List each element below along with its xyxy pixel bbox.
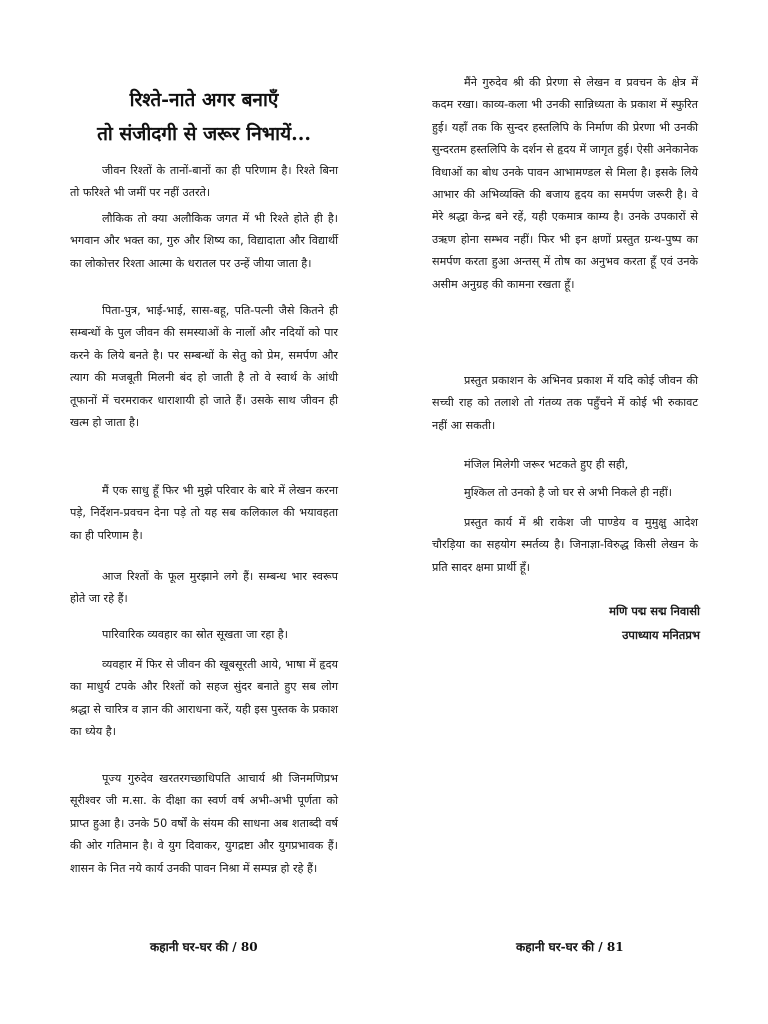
- left-paragraph-1: जीवन रिश्तों के तानों-बानों का ही परिणाम है। रिश्ते बिना तो फरिश्ते भी जमीं पर नहीं उतरते।: [70, 164, 338, 200]
- chapter-title-line-1: रिश्ते-नाते अगर बनाएँ: [129, 89, 279, 111]
- left-paragraph-7: व्यवहार में फिर से जीवन की खूबसूरती आये, भाषा में हृदय का माधुर्य टपके और रिश्तों को सहज सुंदर बनाते हुए सब लोग श्रद्धा से चारित्र व ज्ञान की आराधना करें, यही इस पुस्तक के प्रकाश का ध्येय है।: [70, 658, 338, 739]
- left-page-footer: कहानी घर-घर की / 80: [150, 940, 258, 954]
- signature-line-2: उपाध्याय मनितप्रभ: [622, 628, 700, 642]
- left-paragraph-8: पूज्य गुरुदेव खरतरगच्छाधिपति आचार्य श्री जिनमणिप्रभ सूरीश्वर जी म.सा. के दीक्षा का स्वर्ण वर्ष अभी-अभी पूर्णता को प्राप्त हुआ है। उनके 50 वर्षों के संयम की साधना अब शताब्दी वर्ष की ओर गतिमान है। वे युग दिवाकर, युगद्रष्टा और युगप्रभावक हैं। शासन के नित नये कार्य उनकी पावन निश्रा में सम्पन्न हो रहे हैं।: [70, 772, 338, 875]
- verse-line-2: मुश्किल तो उनको है जो घर से अभी निकले ही नहीं।: [464, 486, 672, 499]
- signature-line-1: मणि पद्म सद्म निवासी: [609, 604, 700, 618]
- right-page-footer: कहानी घर-घर की / 81: [516, 940, 624, 954]
- right-paragraph-2: प्रस्तुत प्रकाशन के अभिनव प्रकाश में यदि कोई जीवन की सच्ची राह को तलाशे तो गंतव्य तक पहुँचने में कोई भी रुकावट नहीं आ सकती।: [432, 374, 698, 432]
- verse-line-1: मंजिल मिलेगी जरूर भटकते हुए ही सही,: [464, 458, 629, 471]
- right-paragraph-1: मैंने गुरुदेव श्री की प्रेरणा से लेखन व प्रवचन के क्षेत्र में कदम रखा। काव्य-कला भी उनकी सान्निध्यता के प्रकाश में स्फुरित हुई। यहाँ तक कि सुन्दर हस्तलिपि के निर्माण की प्रेरणा भी उनकी सुन्दरतम हस्तलिपि के दर्शन से हृदय में जागृत हुई। ऐसी अनेकानेक विधाओं का बोध उनके पावन आभामण्डल से मिला है। इसके लिये आभार की अभिव्यक्ति की बजाय हृदय का समर्पण जरूरी है। वे मेरे श्रद्धा केन्द्र बने रहें, यही एकमात्र काम्य है। उनके उपकारों से उऋण होना सम्भव नहीं। फिर भी इन क्षणों प्रस्तुत ग्रन्थ-पुष्प का समर्पण करता हुआ अन्तस् में तोष का अनुभव करता हूँ एवं उनके असीम अनुग्रह की कामना रखता हूँ।: [432, 76, 698, 291]
- left-paragraph-6: पारिवारिक व्यवहार का स्रोत सूखता जा रहा है।: [102, 628, 288, 641]
- left-paragraph-2: लौकिक तो क्या अलौकिक जगत में भी रिश्ते होते ही है। भगवान और भक्त का, गुरु और शिष्य का, विद्यादाता और विद्यार्थी का लोकोत्तर रिश्ता आत्मा के धरातल पर उन्हें जीया जाता है।: [70, 212, 338, 270]
- chapter-title-line-2: तो संजीदगी से जरूर निभायें...: [97, 123, 311, 145]
- left-paragraph-3: पिता-पुत्र, भाई-भाई, सास-बहू, पति-पत्नी जैसे कितने ही सम्बन्धों के पुल जीवन की समस्याओं के नालों और नदियों को पार करने के लिये बनते है। पर सम्बन्धों के सेतु को प्रेम, समर्पण और त्याग की मजबूती मिलनी बंद हो जाती है तो वे स्वार्थ के आंधी तूफानों में चरमराकर धाराशायी हो जाते हैं। उसके साथ जीवन ही खत्म हो जाता है।: [70, 304, 338, 430]
- left-paragraph-4: मैं एक साधु हूँ फिर भी मुझे परिवार के बारे में लेखन करना पड़े, निर्देशन-प्रवचन देना पड़े तो यह सब कलिकाल की भयावहता का ही परिणाम है।: [70, 484, 338, 542]
- left-paragraph-5: आज रिश्तों के फूल मुरझाने लगे हैं। सम्बन्ध भार स्वरूप होते जा रहे हैं।: [70, 570, 338, 606]
- right-paragraph-3: प्रस्तुत कार्य में श्री राकेश जी पाण्डेय व मुमुक्षु आदेश चौरड़िया का सहयोग स्मर्तव्य है। जिनाज्ञा-विरुद्ध किसी लेखन के प्रति सादर क्षमा प्रार्थी हूँ।: [432, 516, 698, 574]
